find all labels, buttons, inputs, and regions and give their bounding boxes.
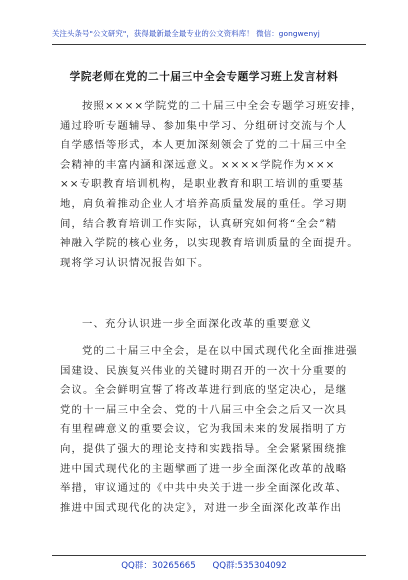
header-divider bbox=[52, 44, 366, 45]
text-line: ××专职教育培训机构，是职业教育和职工培训的重要基 bbox=[60, 178, 344, 191]
section-paragraph bbox=[60, 342, 360, 518]
footer-qq-group-1: QQ群：30265665 bbox=[121, 561, 196, 571]
intro-paragraph bbox=[60, 97, 363, 273]
text-line: 自学感悟等形式，本人更加深刻领会了党的二十届三中全 bbox=[60, 139, 348, 152]
footer bbox=[0, 559, 408, 571]
text-line: 举措，审议通过的《中共中央关于进一步全面深化改革、 bbox=[60, 482, 348, 495]
text-line: 推进中国式现代化的决定》，对进一步全面深化改革作出 bbox=[60, 501, 343, 514]
text-line: 进中国式现代化的主题擘画了进一步全面深化改革的战略 bbox=[60, 462, 348, 475]
page-title: 学院老师在党的二十届三中全会专题学习班上发言材料 bbox=[69, 71, 339, 83]
header-banner: 关注头条号"公文研究"，获得最新最全最专业的公文资料库！ 微信：gongwenyj bbox=[52, 29, 320, 38]
text-line: 会议。全会鲜明宣誓了将改革进行到底的坚定决心，是继 bbox=[60, 384, 348, 397]
footer-divider bbox=[52, 555, 366, 556]
text-line: 神融入学院的核心业务，以实现教育培训质量的全面提升。 bbox=[60, 237, 359, 250]
text-line: 党的十一届三中全会、党的十八届三中全会之后又一次具 bbox=[60, 403, 348, 416]
text-line: 通过聆听专题辅导、参加集中学习、分组研讨交流与个人 bbox=[60, 119, 348, 132]
section-heading: 一、充分认识进一步全面深化改革的重要意义 bbox=[82, 318, 312, 330]
text-line: 地，肩负着推动企业人才培养高质量发展的重任。学习期 bbox=[60, 197, 348, 210]
text-line: 向，提供了强大的理论支持和实践指导。全会紧紧围绕推 bbox=[60, 442, 348, 455]
text-line: 会精神的丰富内涵和深远意义。××××学院作为××× bbox=[60, 158, 336, 171]
text-line: 国建设、民族复兴伟业的关键时期召开的一次十分重要的 bbox=[60, 364, 348, 377]
footer-qq-group-2: QQ群:535304092 bbox=[212, 561, 287, 571]
text-line: 党的二十届三中全会，是在以中国式现代化全面推进强 bbox=[82, 345, 358, 357]
text-line: 间，结合教育培训工作实际，认真研究如何将“全会”精 bbox=[60, 217, 338, 230]
text-line: 按照××××学院党的二十届三中全会专题学习班安排， bbox=[82, 100, 363, 112]
text-line: 有里程碑意义的重要会议，它为我国未来的发展指明了方 bbox=[60, 423, 348, 436]
text-line: 现将学习认识情况报告如下。 bbox=[60, 256, 210, 269]
